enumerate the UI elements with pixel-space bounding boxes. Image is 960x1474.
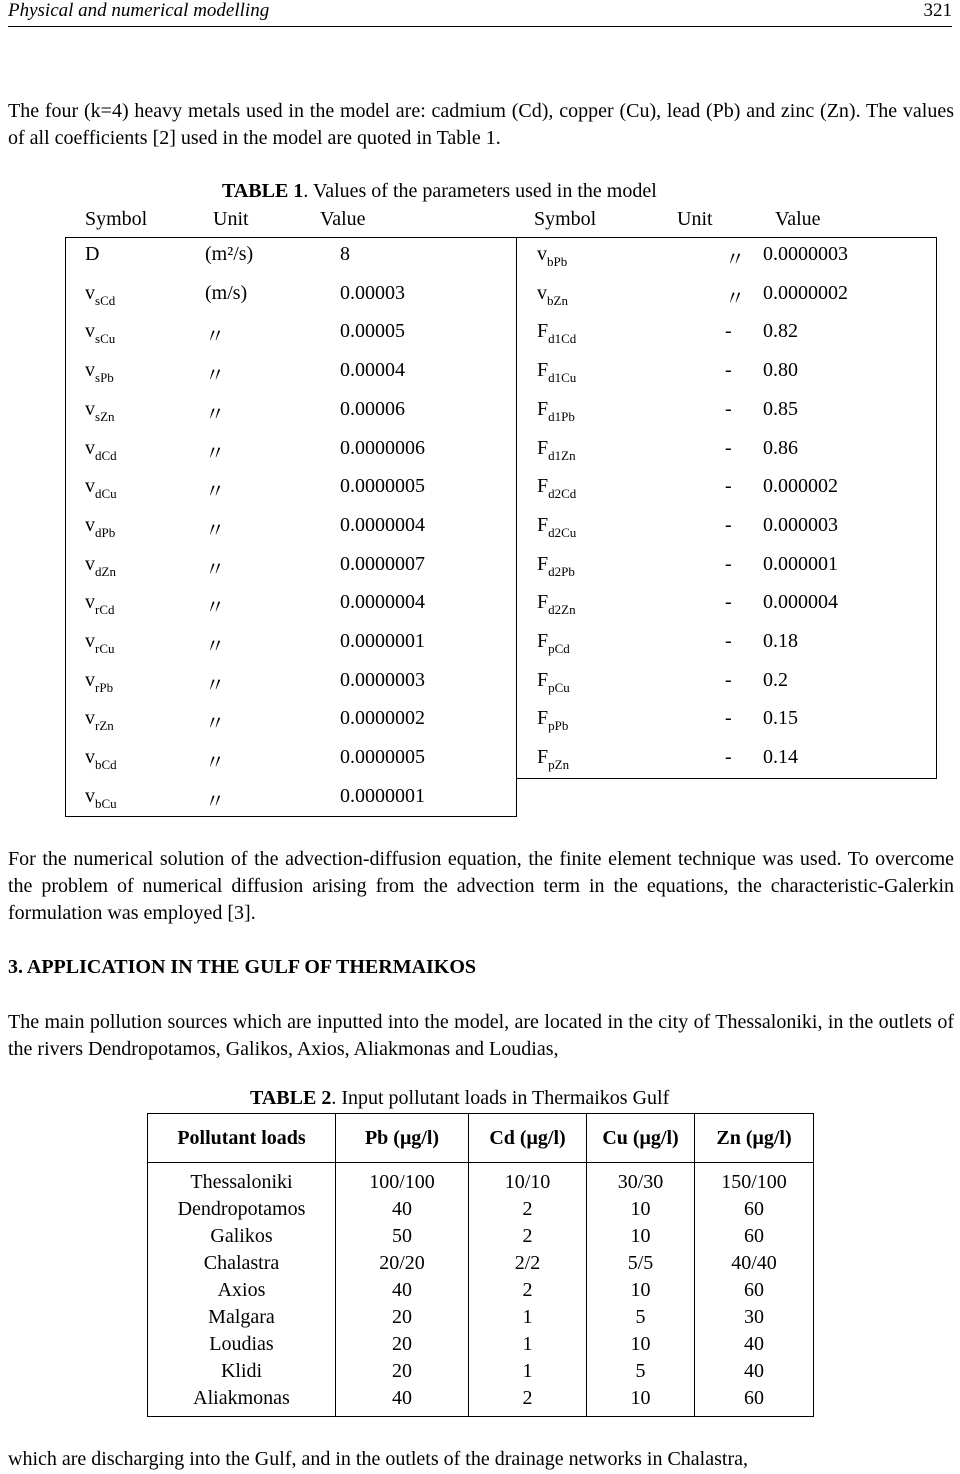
- t2-cell-zn: 40: [695, 1331, 814, 1358]
- left-value: 0.00005: [340, 320, 405, 343]
- table1-row: [65, 431, 937, 470]
- left-symbol: [85, 437, 117, 464]
- t2-cell-zn: 30: [695, 1304, 814, 1331]
- table2-row: [148, 1223, 814, 1250]
- t2-cell-cd: 1: [469, 1331, 587, 1358]
- left-unit: 〃: [205, 442, 225, 465]
- table1-row: [65, 547, 937, 586]
- t2-cell-cu: 10: [587, 1196, 695, 1223]
- table2-row: [148, 1358, 814, 1385]
- t2-cell-cd: 1: [469, 1358, 587, 1385]
- right-unit: -: [725, 359, 732, 382]
- t2-cell-zn: 60: [695, 1223, 814, 1250]
- symbol-base: F: [537, 552, 549, 575]
- t2-cell-cu: 10: [587, 1331, 695, 1358]
- header-unit-left: Unit: [213, 208, 249, 230]
- table1-row: [65, 237, 937, 276]
- symbol-base: v: [85, 281, 95, 304]
- right-unit: -: [725, 552, 732, 575]
- symbol-base: F: [537, 513, 549, 536]
- right-symbol: [537, 320, 576, 347]
- symbol-subscript: b: [95, 757, 102, 773]
- right-value: 0.14: [763, 746, 798, 769]
- symbol-base: F: [537, 630, 549, 652]
- left-value: 0.0000002: [340, 707, 425, 730]
- left-unit: 〃: [205, 365, 225, 388]
- right-unit: -: [725, 475, 732, 498]
- left-value: 0.0000001: [340, 630, 425, 652]
- left-symbol: [85, 630, 115, 657]
- symbol-base: v: [85, 746, 95, 769]
- symbol-base: F: [537, 475, 549, 498]
- t2-cell-cu: 30/30: [587, 1163, 695, 1197]
- table1-caption: [222, 180, 657, 203]
- right-unit: -: [725, 707, 732, 730]
- right-value: 0.000004: [763, 591, 838, 614]
- right-unit: -: [725, 668, 732, 691]
- t2-cell-pb: 40: [336, 1277, 469, 1304]
- symbol-subsubscript: Cd: [99, 602, 115, 618]
- t2-header-cd: Cd (μg/l): [469, 1114, 587, 1163]
- symbol-subsubscript: Cu: [99, 641, 115, 656]
- t2-cell-pb: 40: [336, 1196, 469, 1223]
- left-value: 0.0000001: [340, 784, 425, 807]
- symbol-base: v: [85, 668, 95, 691]
- symbol-base: v: [85, 513, 95, 536]
- symbol-subscript: d2: [548, 602, 562, 618]
- symbol-subscript: d1: [548, 408, 562, 424]
- left-unit: (m/s): [205, 281, 248, 304]
- t2-cell-zn: 40/40: [695, 1250, 814, 1277]
- right-value: 0.15: [763, 707, 798, 730]
- t2-cell-source: Malgara: [148, 1304, 336, 1331]
- symbol-subsubscript: Pb: [554, 718, 569, 734]
- symbol-base: v: [85, 475, 95, 498]
- symbol-subsubscript: Zn: [101, 563, 116, 579]
- t2-cell-cu: 5/5: [587, 1250, 695, 1277]
- left-value: 0.0000004: [340, 591, 425, 614]
- table1-row: [65, 469, 937, 508]
- left-value: 0.0000003: [340, 668, 425, 691]
- left-symbol: [85, 707, 114, 734]
- left-symbol: [85, 282, 115, 309]
- symbol-subscript: d2: [548, 563, 562, 579]
- header-unit-right: Unit: [677, 208, 713, 230]
- left-value: 0.0000004: [340, 513, 425, 536]
- symbol-base: F: [537, 320, 549, 343]
- symbol-subsubscript: Pb: [561, 563, 575, 579]
- t2-cell-zn: 150/100: [695, 1163, 814, 1197]
- t2-cell-source: Dendropotamos: [148, 1196, 336, 1223]
- left-value: 0.0000006: [340, 436, 425, 459]
- left-symbol: [85, 243, 99, 270]
- right-symbol: [537, 707, 568, 734]
- right-symbol: [537, 437, 576, 464]
- header-symbol-left: Symbol: [85, 208, 148, 230]
- symbol-subsubscript: Cu: [561, 370, 577, 386]
- table1-row: [65, 740, 937, 779]
- symbol-subsubscript: Zn: [561, 447, 576, 463]
- table1-caption-text: . Values of the parameters used in the model: [303, 180, 657, 202]
- symbol-subsubscript: Cu: [554, 679, 570, 695]
- symbol-subsubscript: Pb: [99, 679, 114, 695]
- right-symbol: [537, 591, 576, 618]
- symbol-base: v: [85, 436, 95, 459]
- left-value: 0.0000005: [340, 475, 425, 498]
- symbol-subscript: r: [95, 602, 100, 618]
- symbol-base: v: [85, 552, 95, 575]
- intro-paragraph: The four (k=4) heavy metals used in the model are: cadmium (Cd), copper (Cu), lead (Pb) and zinc (Zn). The values of all coefficients [2] used in the model are quoted in Table 1.: [8, 100, 954, 149]
- symbol-base: v: [85, 397, 95, 420]
- symbol-base: F: [537, 668, 549, 691]
- left-unit: 〃: [205, 790, 225, 813]
- left-unit: 〃: [205, 519, 225, 542]
- right-value: 0.86: [763, 436, 798, 459]
- symbol-base: v: [537, 243, 547, 265]
- symbol-subscript: d: [95, 563, 102, 579]
- symbol-subsubscript: Zn: [99, 718, 114, 734]
- t2-cell-pb: 20: [336, 1358, 469, 1385]
- symbol-base: v: [85, 591, 95, 614]
- left-symbol: [85, 553, 116, 580]
- left-symbol: [85, 669, 113, 696]
- left-unit: 〃: [205, 558, 225, 581]
- symbol-base: F: [537, 707, 549, 730]
- t2-header-pollutant: Pollutant loads: [148, 1114, 336, 1163]
- table2-row: [148, 1163, 814, 1197]
- table2-row: [148, 1385, 814, 1417]
- right-symbol: [537, 282, 568, 309]
- t2-cell-pb: 20: [336, 1304, 469, 1331]
- left-symbol: [85, 320, 115, 347]
- right-unit: -: [725, 630, 732, 652]
- right-value: 0.000002: [763, 475, 838, 498]
- symbol-subsubscript: Zn: [554, 757, 570, 773]
- right-value: 0.18: [763, 630, 798, 652]
- symbol-subscript: s: [95, 331, 101, 347]
- closing-paragraph: which are discharging into the Gulf, and in the outlets of the drainage networks in Chalastra,: [8, 1448, 748, 1470]
- right-unit: -: [725, 397, 732, 420]
- left-value: 0.00004: [340, 359, 405, 382]
- left-unit: 〃: [205, 674, 225, 697]
- sources-paragraph: The main pollution sources which are inputted into the model, are located in the city of Thessaloniki, in the outlets of the rivers Dendropotamos, Galikos, Axios, Aliakmonas and Loudias,: [8, 1011, 954, 1060]
- right-unit: -: [725, 320, 732, 343]
- left-value: 0.0000007: [340, 552, 425, 575]
- right-value: 0.0000002: [763, 281, 848, 304]
- left-symbol: [85, 746, 117, 773]
- left-unit: (m²/s): [205, 243, 254, 265]
- symbol-subscript: d: [95, 524, 102, 540]
- symbol-base: F: [537, 397, 549, 420]
- right-symbol: [537, 398, 575, 425]
- symbol-subsubscript: Cu: [101, 486, 117, 502]
- symbol-subsubscript: Cd: [101, 757, 117, 773]
- symbol-subsubscript: Cu: [100, 331, 116, 347]
- t2-cell-cu: 5: [587, 1358, 695, 1385]
- table1-row: [65, 624, 937, 663]
- table1-row: [65, 663, 937, 702]
- table1-row: [65, 779, 937, 818]
- t2-cell-zn: 60: [695, 1385, 814, 1417]
- t2-cell-pb: 50: [336, 1223, 469, 1250]
- left-symbol: [85, 591, 115, 618]
- t2-cell-cu: 5: [587, 1304, 695, 1331]
- symbol-base: F: [537, 359, 549, 382]
- left-value: 0.00006: [340, 397, 405, 420]
- right-unit: -: [725, 436, 732, 459]
- right-unit: -: [725, 746, 732, 769]
- left-unit: 〃: [205, 403, 225, 426]
- t2-cell-cu: 10: [587, 1277, 695, 1304]
- t2-cell-cd: 2: [469, 1385, 587, 1417]
- t2-cell-pb: 20/20: [336, 1250, 469, 1277]
- t2-cell-zn: 60: [695, 1196, 814, 1223]
- right-value: 0.82: [763, 320, 798, 343]
- right-symbol: [537, 553, 575, 580]
- t2-header-pb: Pb (μg/l): [336, 1114, 469, 1163]
- right-value: 0.000003: [763, 513, 838, 536]
- right-symbol: [537, 243, 567, 270]
- right-symbol: [537, 630, 570, 657]
- header-symbol-right: Symbol: [534, 208, 597, 230]
- symbol-subscript: b: [95, 795, 102, 811]
- symbol-base: F: [537, 746, 549, 769]
- left-symbol: [85, 398, 115, 425]
- t2-cell-zn: 60: [695, 1277, 814, 1304]
- table1-header-right: [517, 205, 937, 237]
- symbol-subscript: b: [547, 254, 554, 269]
- right-symbol: [537, 514, 576, 541]
- symbol-subsubscript: Pb: [101, 524, 116, 540]
- symbol-subsubscript: Cd: [561, 486, 577, 502]
- t2-cell-source: Axios: [148, 1277, 336, 1304]
- right-symbol: [537, 475, 576, 502]
- symbol-subscript: d: [95, 486, 102, 502]
- t2-cell-cd: 1: [469, 1304, 587, 1331]
- symbol-base: D: [85, 243, 100, 265]
- running-title: Physical and numerical modelling: [8, 0, 270, 21]
- left-unit: 〃: [205, 636, 225, 658]
- right-value: 0.2: [763, 668, 788, 691]
- left-symbol: [85, 475, 117, 502]
- table1-row: [65, 314, 937, 353]
- symbol-subsubscript: Cd: [554, 641, 570, 656]
- table2-row: [148, 1250, 814, 1277]
- section-heading: 3. APPLICATION IN THE GULF OF THERMAIKOS: [8, 956, 477, 978]
- symbol-base: v: [85, 320, 95, 343]
- symbol-subscript: r: [95, 641, 100, 656]
- symbol-subscript: d: [95, 447, 102, 463]
- t2-cell-pb: 20: [336, 1331, 469, 1358]
- table2-caption-label: TABLE 2: [250, 1087, 332, 1109]
- table2-caption: [250, 1087, 669, 1110]
- table1-caption-label: TABLE 1: [222, 180, 304, 202]
- symbol-base: v: [85, 707, 95, 730]
- symbol-subscript: d2: [548, 486, 562, 502]
- right-value: 0.85: [763, 397, 798, 420]
- table1-row: [65, 276, 937, 315]
- right-unit: -: [725, 513, 732, 536]
- t2-header-cu: Cu (μg/l): [587, 1114, 695, 1163]
- left-symbol: [85, 514, 115, 541]
- t2-cell-cd: 2: [469, 1277, 587, 1304]
- table1-header-row: [65, 205, 937, 237]
- symbol-subsubscript: Cd: [101, 447, 117, 463]
- symbol-subscript: p: [548, 679, 555, 695]
- symbol-subsubscript: Cu: [101, 795, 117, 811]
- t2-cell-pb: 100/100: [336, 1163, 469, 1197]
- symbol-subsubscript: Cd: [100, 292, 116, 308]
- symbol-subscript: p: [548, 718, 555, 734]
- symbol-base: v: [85, 359, 95, 382]
- header-value-left: Value: [320, 208, 366, 230]
- symbol-subscript: p: [548, 757, 555, 773]
- symbol-subscript: r: [95, 718, 100, 734]
- symbol-subsubscript: Pb: [100, 370, 114, 386]
- left-unit: 〃: [205, 752, 225, 775]
- symbol-base: v: [85, 784, 95, 807]
- left-unit: 〃: [205, 713, 225, 736]
- right-unit: -: [725, 591, 732, 614]
- table1-header-left: [65, 205, 517, 237]
- left-value: 0.00003: [340, 281, 405, 304]
- table2-caption-text: . Input pollutant loads in Thermaikos Gulf: [331, 1087, 670, 1109]
- symbol-subsubscript: Pb: [561, 408, 575, 424]
- symbol-base: F: [537, 591, 549, 614]
- right-symbol: [537, 669, 570, 696]
- symbol-subscript: s: [95, 370, 101, 386]
- symbol-subsubscript: Cd: [561, 331, 577, 347]
- t2-cell-source: Galikos: [148, 1223, 336, 1250]
- symbol-subsubscript: Cu: [561, 524, 577, 540]
- t2-cell-cd: 2: [469, 1196, 587, 1223]
- running-header: [8, 0, 952, 27]
- table2-row: [148, 1304, 814, 1331]
- table1-body: [65, 237, 937, 819]
- table2-row: [148, 1277, 814, 1304]
- numerical-paragraph: For the numerical solution of the advection-diffusion equation, the finite element technique was used. To overcome the problem of numerical diffusion arising from the advection term in the equations, the characteristic-Galerkin formulation was employed [3].: [8, 848, 954, 924]
- right-symbol: [537, 359, 576, 386]
- t2-cell-cd: 2: [469, 1223, 587, 1250]
- left-value: 8: [340, 243, 350, 265]
- t2-cell-cu: 10: [587, 1223, 695, 1250]
- right-symbol: [537, 746, 569, 773]
- table2: [147, 1113, 814, 1417]
- left-unit: 〃: [205, 481, 225, 504]
- left-unit: 〃: [205, 326, 225, 349]
- symbol-subscript: r: [95, 679, 100, 695]
- right-value: 0.0000003: [763, 243, 848, 265]
- symbol-subsubscript: Pb: [553, 254, 568, 269]
- left-symbol: [85, 785, 117, 812]
- symbol-subscript: s: [95, 408, 101, 424]
- table1-row: [65, 353, 937, 392]
- symbol-subscript: d1: [548, 370, 562, 386]
- right-unit: 〃: [725, 287, 745, 310]
- symbol-subscript: s: [95, 292, 101, 308]
- t2-cell-source: Thessaloniki: [148, 1163, 336, 1197]
- symbol-subsubscript: Zn: [100, 408, 115, 424]
- table1-row: [65, 701, 937, 740]
- left-symbol: [85, 359, 114, 386]
- table2-header-row: [148, 1114, 814, 1163]
- symbol-base: v: [537, 281, 547, 304]
- left-unit: 〃: [205, 597, 225, 620]
- t2-cell-source: Loudias: [148, 1331, 336, 1358]
- left-value: 0.0000005: [340, 746, 425, 769]
- table2-row: [148, 1331, 814, 1358]
- right-value: 0.80: [763, 359, 798, 382]
- page-number: 321: [923, 0, 952, 21]
- symbol-subscript: b: [547, 292, 554, 308]
- table1: [65, 205, 937, 237]
- t2-cell-cd: 2/2: [469, 1250, 587, 1277]
- symbol-subscript: d1: [548, 447, 562, 463]
- t2-cell-source: Chalastra: [148, 1250, 336, 1277]
- symbol-base: F: [537, 436, 549, 459]
- right-unit: 〃: [725, 249, 745, 271]
- table1-row: [65, 585, 937, 624]
- symbol-subsubscript: Zn: [561, 602, 576, 618]
- t2-cell-source: Klidi: [148, 1358, 336, 1385]
- right-value: 0.000001: [763, 552, 838, 575]
- symbol-subscript: d1: [548, 331, 562, 347]
- symbol-base: v: [85, 630, 95, 652]
- table1-row: [65, 508, 937, 547]
- t2-cell-cd: 10/10: [469, 1163, 587, 1197]
- t2-cell-pb: 40: [336, 1385, 469, 1417]
- t2-cell-zn: 40: [695, 1358, 814, 1385]
- t2-cell-cu: 10: [587, 1385, 695, 1417]
- symbol-subscript: p: [548, 641, 555, 656]
- symbol-subsubscript: Zn: [553, 292, 568, 308]
- table1-row: [65, 392, 937, 431]
- t2-cell-source: Aliakmonas: [148, 1385, 336, 1417]
- symbol-subscript: d2: [548, 524, 562, 540]
- t2-header-zn: Zn (μg/l): [695, 1114, 814, 1163]
- header-value-right: Value: [775, 208, 821, 230]
- table2-row: [148, 1196, 814, 1223]
